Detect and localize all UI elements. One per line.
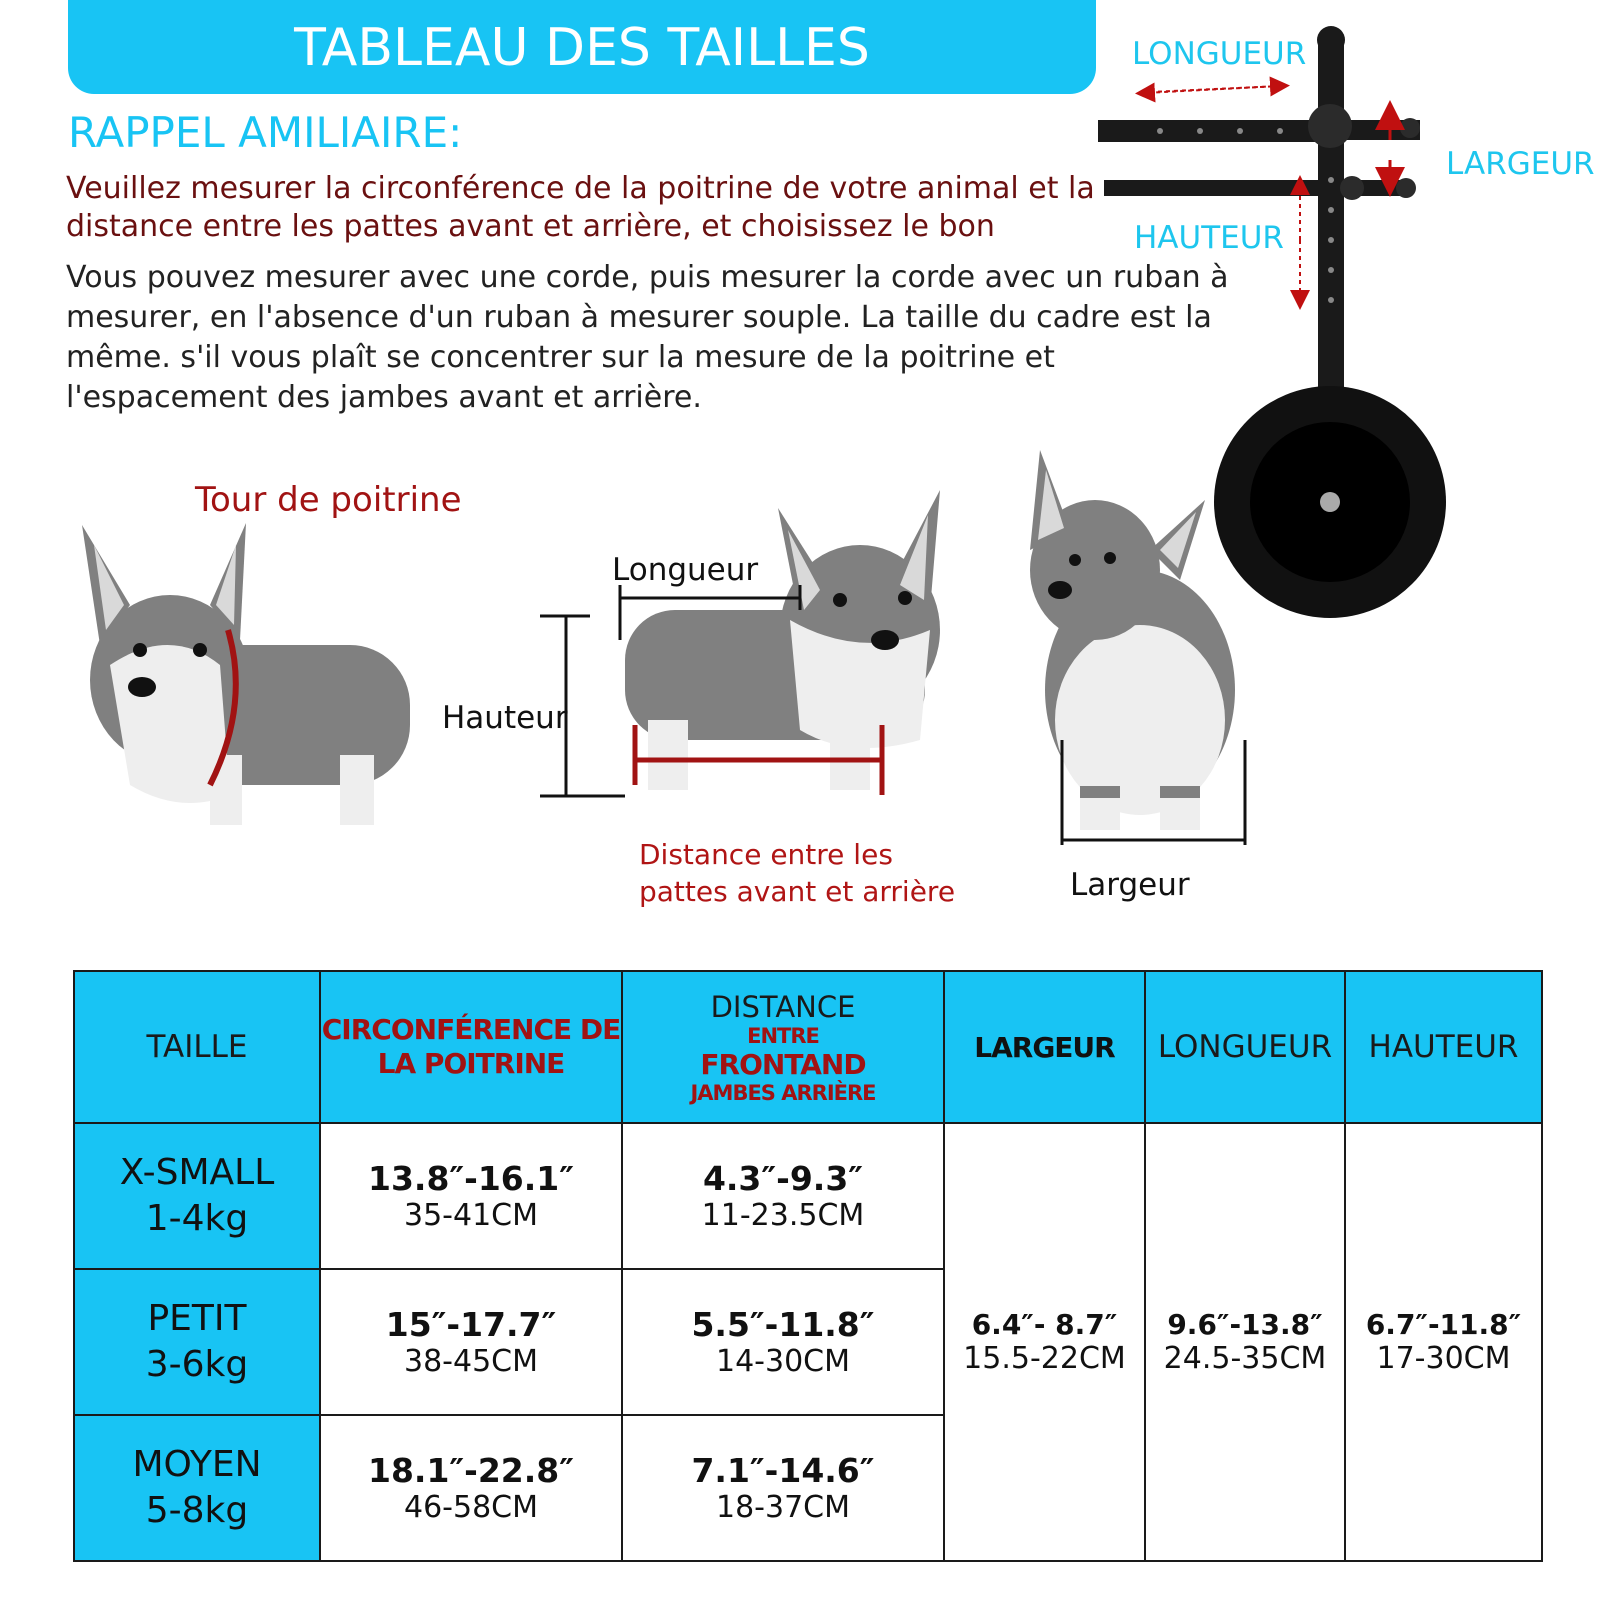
instructions-text: Vous pouvez mesurer avec une corde, puis mesurer la corde avec un ruban à mesurer, en l'absence d'un ruban à mesurer souple. La taille du cadre est la même. s'il vous plaît se concentrer sur la mesure de la poitrine et l'espacement des jambes avant et arrière. xyxy=(66,260,1229,415)
chest-cell: 13.8″-16.1″ 35-41CM xyxy=(320,1123,622,1269)
leg-distance-label-2: pattes avant et arrière xyxy=(639,875,956,908)
size-table xyxy=(73,970,1543,1562)
dog-chest-illustration xyxy=(60,505,420,845)
page-title: TABLEAU DES TAILLES xyxy=(68,0,1096,94)
frame-height-label: HAUTEUR xyxy=(1134,220,1284,256)
size-cell: MOYEN 5-8kg xyxy=(74,1415,320,1561)
header-leg-distance: DISTANCE ENTRE FRONTAND JAMBES ARRIÈRE xyxy=(622,971,944,1123)
distance-cell: 4.3″-9.3″ 11-23.5CM xyxy=(622,1123,944,1269)
chest-cell: 15″-17.7″ 38-45CM xyxy=(320,1269,622,1415)
chest-cell: 18.1″-22.8″ 46-58CM xyxy=(320,1415,622,1561)
dog-side-illustration xyxy=(530,490,970,820)
height-label: Hauteur xyxy=(442,700,568,736)
header-width: LARGEUR xyxy=(944,971,1145,1123)
table-header-row xyxy=(74,971,1542,1123)
frame-length-label: LONGUEUR xyxy=(1132,36,1307,72)
reminder-heading: RAPPEL AMILIAIRE: xyxy=(68,108,463,157)
distance-cell: 7.1″-14.6″ 18-37CM xyxy=(622,1415,944,1561)
header-height: HAUTEUR xyxy=(1345,971,1542,1123)
width-cell: 6.4″- 8.7″ 15.5-22CM xyxy=(944,1123,1145,1561)
width-label: Largeur xyxy=(1070,867,1190,903)
dog-back-illustration xyxy=(1020,440,1270,860)
header-chest: CIRCONFÉRENCE DE LA POITRINE xyxy=(320,971,622,1123)
length-cell: 9.6″-13.8″ 24.5-35CM xyxy=(1145,1123,1345,1561)
size-cell: PETIT 3-6kg xyxy=(74,1269,320,1415)
distance-cell: 5.5″-11.8″ 14-30CM xyxy=(622,1269,944,1415)
header-length: LONGUEUR xyxy=(1145,971,1345,1123)
length-label: Longueur xyxy=(612,552,759,588)
table-row xyxy=(74,1123,1542,1269)
chest-label: Tour de poitrine xyxy=(195,480,462,520)
size-cell: X-SMALL 1-4kg xyxy=(74,1123,320,1269)
header-size: TAILLE xyxy=(74,971,320,1123)
leg-distance-label-1: Distance entre les xyxy=(639,838,893,871)
intro-text: Veuillez mesurer la circonférence de la poitrine de votre animal et la distance entre les pattes avant et arrière, et choisissez le bon xyxy=(66,171,1095,244)
frame-width-label: LARGEUR xyxy=(1446,146,1595,182)
height-cell: 6.7″-11.8″ 17-30CM xyxy=(1345,1123,1542,1561)
